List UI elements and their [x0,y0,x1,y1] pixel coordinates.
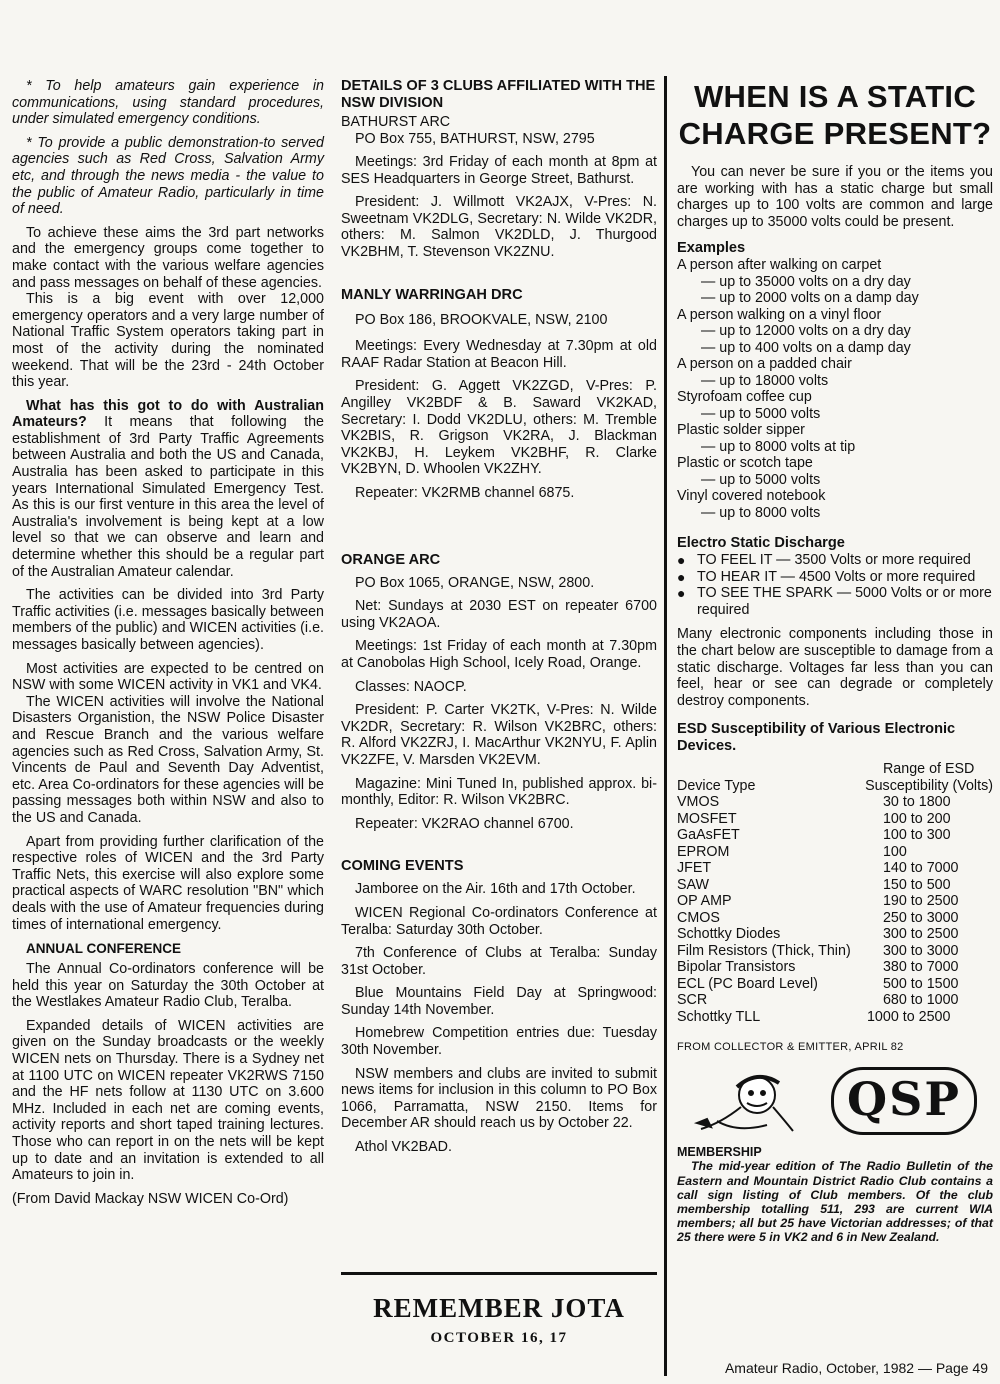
example-voltage: — up to 5000 volts [701,471,821,488]
device-type-cell: EPROM [677,843,730,860]
esd-bullet [677,569,993,586]
esd-range-cell: 300 to 2500 [882,926,959,943]
club-heading: MANLY WARRINGAH DRC [341,286,523,303]
paragraph: This is a big event with over 12,000 emergency operators and a very large number of National Traffic System operators taking part in most of the activity during the nominated weekend. That will be the 23rd - 24th October this year. [12,291,324,391]
table-row [677,959,993,976]
jota-dates: OCTOBER 16, 17 [430,1330,568,1346]
event-item: 7th Conference of Clubs at Teralba: Sunday 31st October. [341,945,657,978]
paragraph-text: It means that following the establishment of 3rd Party Traffic Agreements between Australia and both the US and Canada, Australia has been asked to participate in this years International Simulated Emergency Test. As this is our first venture in this area the level of Australia's involvement is being kept at a low level so that we can observe and learn and determine whether this should be a regular part of the Australian Amateur calendar. [12,414,324,580]
paragraph [12,398,324,581]
event-item: WICEN Regional Co-ordinators Conference at Teralba: Saturday 30th October. [341,904,657,938]
device-type-cell: JFET [677,860,712,877]
esd-range-cell: 100 to 300 [882,827,951,844]
esd-range-cell: 100 to 200 [882,810,951,827]
esd-table [677,761,993,1025]
table-row [677,893,993,910]
paragraph: Most activities are expected to be centred on NSW with some WICEN activity in VK1 and VK4. [12,660,324,694]
esd-bullets [677,552,993,618]
table-row [677,910,993,927]
qsp-logo [677,1063,993,1139]
column-header-device: Device Type [677,777,756,794]
bullet-icon: ● [677,552,686,569]
club-address: PO Box 755, BATHURST, NSW, 2795 [355,130,595,147]
paragraph: Expanded details of WICEN activities are given on the Sunday broadcasts or the weekly WICEN nets on Thursday. There is a Sydney net at 1100 UTC on WICEN repeater VK2RWS 7150 and the HF nets follow at 1130 UTC on 3.600 MHz. Included in each net are coming events, activity reports and short taped training lectures. Those who can report in on the nets will be kept up to date and an invitation is extended to all Amateurs to join in. [12,1017,324,1184]
static-title: WHEN IS A STATIC CHARGE PRESENT? [678,79,992,151]
example-voltage: — up to 5000 volts [701,405,821,422]
jota-title: REMEMBER JOTA [373,1293,625,1323]
attribution: (From David Mackay NSW WICEN Co-Ord) [12,1190,289,1207]
club-repeater: Repeater: VK2RMB channel 6875. [355,485,575,501]
esd-bullet [677,585,993,618]
esd-range-cell: 100 [882,843,907,860]
bullet-icon: ● [677,585,686,602]
esd-range-cell: 300 to 3000 [882,942,959,959]
esd-range-cell: 250 to 3000 [882,909,959,926]
esd-table-body [677,794,993,1025]
column-static [677,78,993,1252]
esd-range-cell: 680 to 1000 [882,992,959,1009]
table-row [677,943,993,960]
esd-heading: Electro Static Discharge [677,535,845,552]
esd-bullet [677,552,993,569]
club-meetings: Meetings: 3rd Friday of each month at 8pm at SES Headquarters in George Street, Bathurst. [341,154,657,187]
membership-text: The mid-year edition of The Radio Bulletin of the Eastern and Mountain District Radio Club contains a call sign listing of Club members. Of the club membership totalling 511, 293 are current WIA members; all but 25 have Victorian addresses; of that 25 there were 5 in VK2 and 6 in New Zealand. [677,1159,993,1245]
event-signoff: Athol VK2BAD. [355,1139,452,1156]
table-row [677,827,993,844]
aim-2: * To provide a public demonstration-to served agencies such as Red Cross, Salvation Army etc, and through the news media - the value to the public of Amateur Radio, particularly in time of need. [12,134,324,218]
device-type-cell: CMOS [677,909,720,926]
device-type-cell: Bipolar Transistors [677,959,796,976]
example-item: Plastic solder sipper [677,422,805,439]
question-heading: What has this got to do with Australian Amateurs? [12,397,324,431]
club-address: PO Box 1065, ORANGE, NSW, 2800. [355,574,595,591]
event-item: Homebrew Competition entries due: Tuesday 30th November. [341,1025,657,1059]
paragraph: Apart from providing further clarification of the respective roles of WICEN and the 3rd Party Traffic Nets, this exercise will also explore some practical aspects of WARC resolution "BN" which deals with the use of Amateur frequencies during times of international emergency. [12,833,324,933]
table-row [677,844,993,861]
example-voltage: — up to 2000 volts on a damp day [701,290,919,307]
club-officers: President: J. Willmott VK2AJX, V-Pres: N. Sweetnam VK2DLG, Secretary: N. Wilde VK2DR, others: M. Salmon VK2DLD, J. Thurgood VK2BHM, T. Stevenson VK2ZNU. [341,194,657,261]
device-type-cell: Film Resistors (Thick, Thin) [677,942,851,959]
table-row [677,926,993,943]
annual-conference-heading: ANNUAL CONFERENCE [26,941,182,957]
example-voltage: — up to 12000 volts on a dry day [701,323,911,340]
table-row [677,1009,993,1026]
example-item: A person after walking on carpet [677,257,882,274]
esd-table-heading: ESD Susceptibility of Various Electronic Devices. [677,721,956,755]
paragraph: The activities can be divided into 3rd Party Traffic activities (i.e. messages basically between members of the public) and WICEN activities (i.e. messages basically between agencies). [12,587,324,653]
club-magazine: Magazine: Mini Tuned In, published approx. bi-monthly, Editor: R. Wilson VK2BRC. [341,775,657,809]
club-repeater: Repeater: VK2RAO channel 6700. [355,815,574,832]
column-divider [664,76,667,1376]
device-type-cell: OP AMP [677,893,732,910]
qsp-wordmark: QSP [831,1067,977,1135]
paragraph: To achieve these aims the 3rd part networks and the emergency groups come together to make contact with the various welfare agencies and pass messages on behalf of these agencies. [12,224,324,291]
table-row [677,794,993,811]
jota-banner [341,1272,657,1347]
example-item: Vinyl covered notebook [677,488,826,505]
device-type-cell: SCR [677,992,708,1009]
club-net: Net: Sundays at 2030 EST on repeater 6700 using VK2AOA. [341,598,657,631]
esd-range-cell: 30 to 1800 [882,794,951,811]
example-voltage: — up to 400 volts on a damp day [701,339,911,356]
membership-heading: MEMBERSHIP [677,1145,762,1160]
device-type-cell: VMOS [677,794,720,811]
club-heading: ORANGE ARC [341,551,441,568]
table-row [677,811,993,828]
example-item: Plastic or scotch tape [677,455,813,472]
table-row [677,976,993,993]
club-address: PO Box 186, BROOKVALE, NSW, 2100 [355,311,608,328]
club-meetings: Meetings: Every Wednesday at 7.30pm at old RAAF Radar Station at Beacon Hill. [341,338,657,371]
bullet-icon: ● [677,568,686,585]
paragraph: The Annual Co-ordinators conference will be held this year on Saturday the 30th October at the Westlakes Amateur Radio Club, Teralba. [12,961,324,1011]
example-voltage: — up to 8000 volts [701,504,821,521]
clubs-heading: DETAILS OF 3 CLUBS AFFILIATED WITH THE NSW DIVISION [341,78,656,111]
source-note: FROM COLLECTOR & EMITTER, APRIL 82 [677,1041,904,1054]
device-type-cell: Schottky TLL [677,1008,761,1025]
coming-events-heading: COMING EVENTS [341,858,464,875]
examples-heading: Examples [677,240,746,257]
device-type-cell: ECL (PC Board Level) [677,975,818,992]
example-voltage: — up to 8000 volts at tip [701,438,856,455]
club-officers: President: P. Carter VK2TK, V-Pres: N. Wilde VK2DR, Secretary: R. Wilson VK2BRC, others: R. Alford VK2ZRJ, I. MacArthur VK2NYU, F. Aplin VK2ZFE, V. Marsden VK2EVM. [341,702,657,768]
page-footer: Amateur Radio, October, 1982 — Page 49 [724,1360,988,1376]
esd-range-cell: 140 to 7000 [882,860,959,877]
table-row [677,992,993,1009]
event-item: Blue Mountains Field Day at Springwood: Sunday 14th November. [341,985,657,1018]
table-row [677,877,993,894]
bullet-text: TO HEAR IT — 4500 Volts or more required [697,568,976,585]
example-voltage: — up to 35000 volts on a dry day [701,273,911,290]
device-type-cell: SAW [677,876,710,893]
esd-range-cell: 1000 to 2500 [866,1008,951,1025]
event-item: Jamboree on the Air. 16th and 17th October. [355,881,636,898]
device-type-cell: GaAsFET [677,827,740,844]
examples-list [677,257,993,521]
column-header-range: Range of ESD [882,761,975,778]
club-meetings: Meetings: 1st Friday of each month at 7.30pm at Canobolas High School, Icely Road, Orange. [341,638,657,671]
table-header-row [677,761,993,778]
paragraph: The WICEN activities will involve the National Disasters Organistion, the NSW Police Disaster and Rescue Branch and the various welfare agencies such as Red Cross, Salvation Army, St. Vincents de Paul and Seventh Day Adventist, etc. Area Co-ordinators for these agencies will be passing messages both within NSW and also to the US and Canada. [12,693,324,826]
example-item: Styrofoam coffee cup [677,389,812,406]
club-name: BATHURST ARC [341,114,451,130]
example-item: A person on a padded chair [677,356,852,373]
event-item: NSW members and clubs are invited to submit news items for inclusion in this column to PO Box 1066, Parramatta, NSW 2150. Items for December AR should reach us by October 22. [341,1065,657,1132]
static-intro: You can never be sure if you or the items you are working with has a static charge but small charges up to 100 volts are common and large charges up to 35000 volts could be present. [677,164,993,230]
esd-range-cell: 380 to 7000 [882,959,959,976]
example-item: A person walking on a vinyl floor [677,306,882,323]
aim-1: * To help amateurs gain experience in communications, using standard procedures, under simulated emergency conditions. [12,78,324,128]
esd-paragraph: Many electronic components including those in the chart below are susceptible to damage from a static discharge. Voltages far less than you can feel, hear or see can degrade or completely destroy components. [677,626,993,709]
table-header-row [677,778,993,795]
example-voltage: — up to 18000 volts [701,372,829,389]
column-clubs [341,78,657,1163]
esd-range-cell: 190 to 2500 [882,893,959,910]
club-officers: President: G. Aggett VK2ZGD, V-Pres: P. Angilley VK2BDF & B. Saward VK2KAD, Secretary: I. Dodd VK2DLU, others: M. Tremble VK2BIS, R. Grigson VK2RA, J. Blackman VK2KBJ, H. Leykem VK2BHF, R. Clarke VK2BYN, D. Whoolen VK2ZHY. [341,378,657,478]
bullet-text: TO SEE THE SPARK — 5000 Volts or or more required [697,585,992,618]
device-type-cell: Schottky Diodes [677,926,781,943]
column-wicen [12,78,324,1214]
device-type-cell: MOSFET [677,810,737,827]
esd-range-cell: 500 to 1500 [882,975,959,992]
club-classes: Classes: NAOCP. [355,678,467,695]
bullet-text: TO FEEL IT — 3500 Volts or more required [697,552,971,569]
column-header-susceptibility: Susceptibility (Volts) [865,777,993,794]
esd-range-cell: 150 to 500 [882,876,951,893]
table-row [677,860,993,877]
